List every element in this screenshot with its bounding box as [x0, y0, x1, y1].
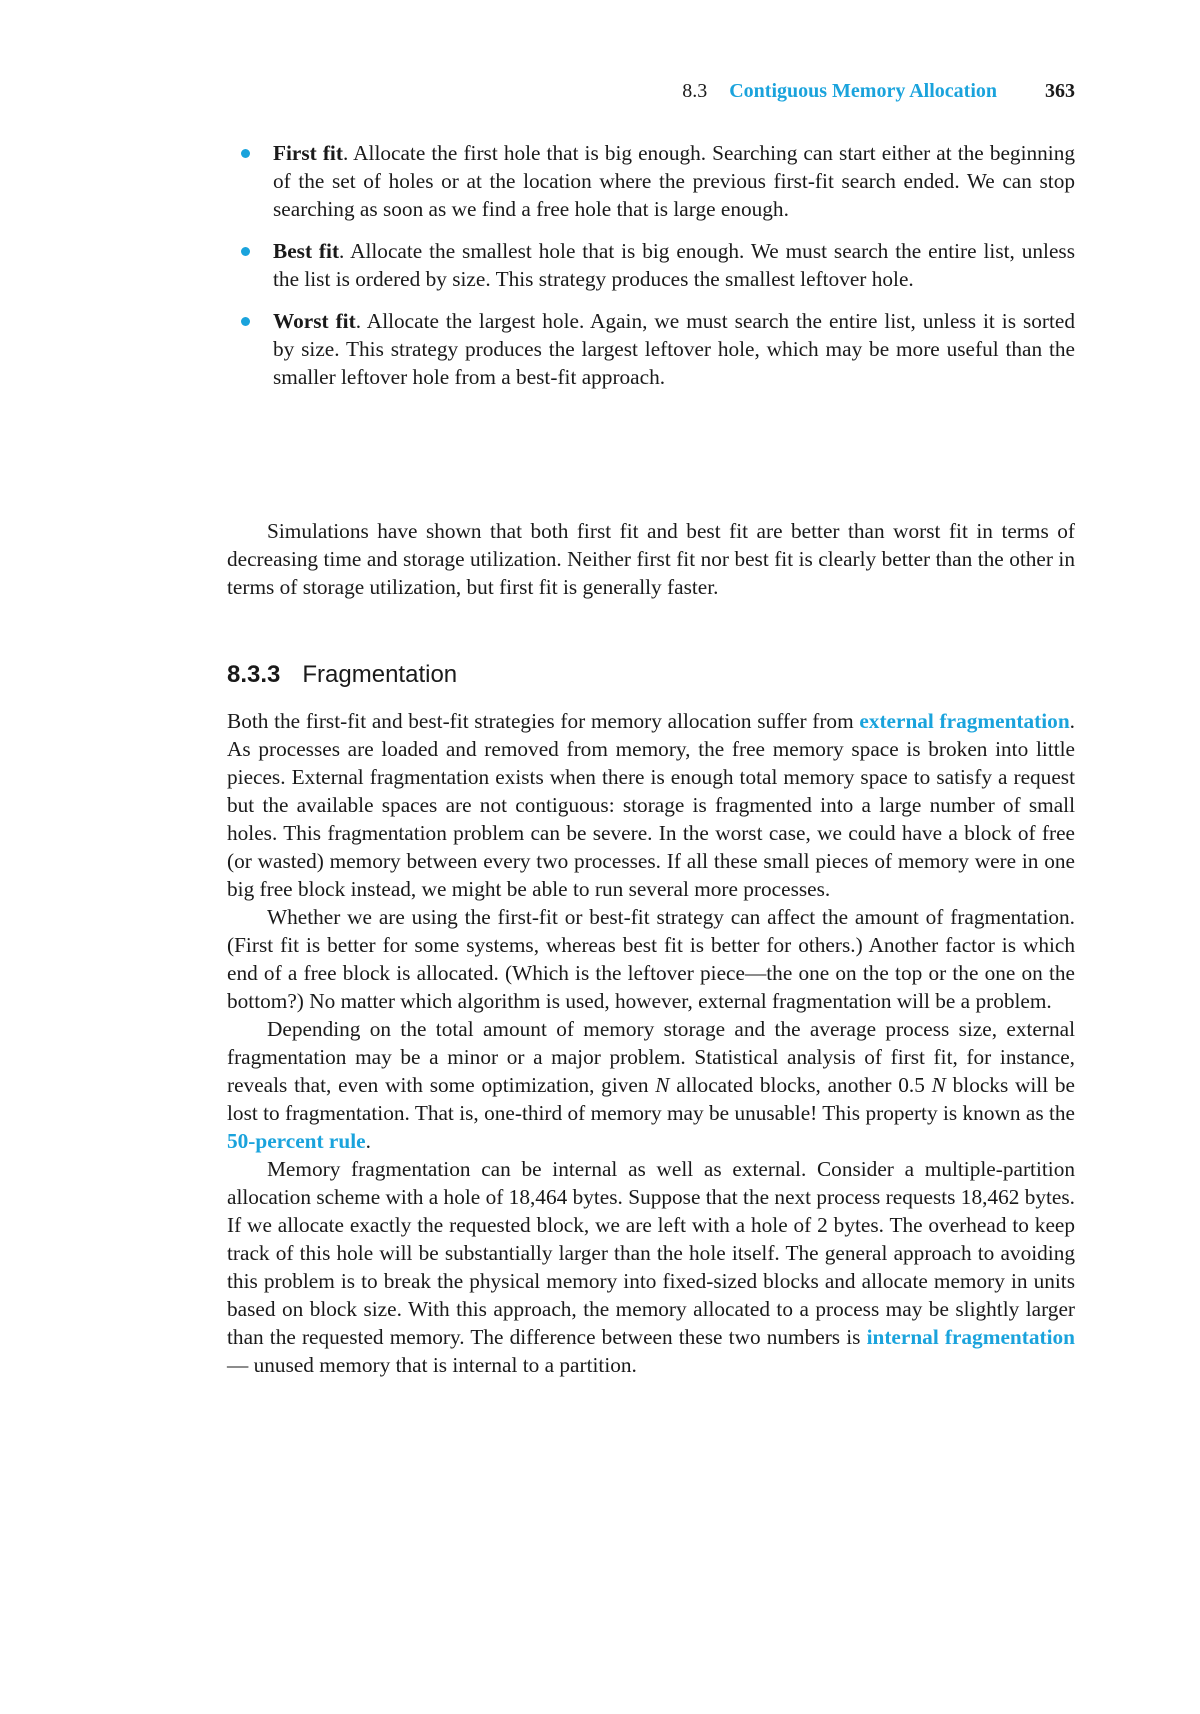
bullet-icon	[241, 247, 250, 256]
variable-n: N	[655, 1073, 670, 1097]
paragraph-external-fragmentation	[227, 707, 1075, 903]
section-number: 8.3.3	[227, 661, 281, 688]
list-item	[227, 237, 1075, 293]
running-head-section-title: Contiguous Memory Allocation	[729, 80, 997, 102]
text-run: allocated blocks, another 0.5	[669, 1073, 932, 1097]
text-run: . As processes are loaded and removed from memory, the free memory space is broken into little pieces. External fragmentation exists when there is enough total memory space to satisfy a request but the available spaces are not contiguous: storage is fragmented into a large number of small holes. This fragmentation problem can be severe. In the worst case, we could have a block of free (or wasted) memory between every two processes. If all these small pieces of memory were in one big free block instead, we might be able to run several more processes.	[227, 709, 1075, 901]
paragraph-strategy-effect: Whether we are using the first-fit or best-fit strategy can affect the amount of fragmentation. (First fit is better for some systems, whereas best fit is better for others.) Another factor is which end of a free block is allocated. (Which is the leftover piece—the one on the top or the one on the bottom?) No matter which algorithm is used, however, external fragmentation will be a problem.	[227, 905, 1075, 1013]
list-item	[227, 307, 1075, 391]
variable-n: N	[931, 1073, 946, 1097]
strategy-description: . Allocate the largest hole. Again, we must search the entire list, unless it is sorted by size. This strategy produces the largest leftover hole, which may be more useful than the smaller leftover hole from a best-fit approach.	[273, 309, 1076, 389]
section-heading	[227, 661, 457, 689]
paragraph-internal-fragmentation	[227, 1155, 1075, 1379]
section-title: Fragmentation	[302, 661, 458, 688]
bullet-icon	[241, 149, 250, 158]
text-run: .	[365, 1129, 371, 1153]
key-term-external-fragmentation[interactable]: external fragmentation	[859, 709, 1070, 733]
strategy-description: . Allocate the first hole that is big enough. Searching can start either at the beginning of the set of holes or at the location where the previous first-fit search ended. We can stop searching as soon as we find a free hole that is large enough.	[273, 141, 1076, 221]
text-run: — unused memory that is internal to a partition.	[227, 1353, 637, 1377]
text-run: blocks will be lost to fragmentation. That is, one-third of memory may be unusable! This property is known as the	[227, 1073, 1076, 1125]
key-term-50-percent-rule[interactable]: 50-percent rule	[227, 1129, 366, 1153]
simulation-paragraph: Simulations have shown that both first fit and best fit are better than worst fit in terms of decreasing time and storage utilization. Neither first fit nor best fit is clearly better than the other in terms of storage utilization, but first fit is generally faster.	[227, 519, 1075, 599]
strategy-term: Best fit	[273, 239, 340, 263]
simulation-paragraph-block	[227, 517, 1075, 601]
text-run: Both the first-fit and best-fit strategies for memory allocation suffer from	[227, 709, 860, 733]
allocation-strategy-list	[227, 139, 1075, 405]
running-head	[682, 80, 1075, 103]
bullet-icon	[241, 317, 250, 326]
strategy-term: Worst fit	[273, 309, 356, 333]
key-term-internal-fragmentation[interactable]: internal fragmentation	[866, 1325, 1075, 1349]
fragmentation-body	[227, 707, 1075, 1379]
text-run: Depending on the total amount of memory storage and the average process size, external fragmentation may be a minor or a major problem. Statistical analysis of first fit, for instance, reveals that, even with some optimization, given	[227, 1017, 1075, 1097]
paragraph-fifty-percent-rule	[227, 1015, 1075, 1155]
strategy-description: . Allocate the smallest hole that is big enough. We must search the entire list, unless the list is ordered by size. This strategy produces the smallest leftover hole.	[273, 239, 1076, 291]
running-head-section-number: 8.3	[682, 80, 708, 102]
page-number: 363	[1045, 80, 1075, 102]
strategy-term: First fit	[273, 141, 343, 165]
list-item	[227, 139, 1075, 223]
text-run: Memory fragmentation can be internal as well as external. Consider a multiple-partition allocation scheme with a hole of 18,464 bytes. Suppose that the next process requests 18,462 bytes. If we allocate exactly the requested block, we are left with a hole of 2 bytes. The overhead to keep track of this hole will be substantially larger than the hole itself. The general approach to avoiding this problem is to break the physical memory into fixed-sized blocks and allocate memory in units based on block size. With this approach, the memory allocated to a process may be slightly larger than the requested memory. The difference between these two numbers is	[227, 1157, 1075, 1349]
